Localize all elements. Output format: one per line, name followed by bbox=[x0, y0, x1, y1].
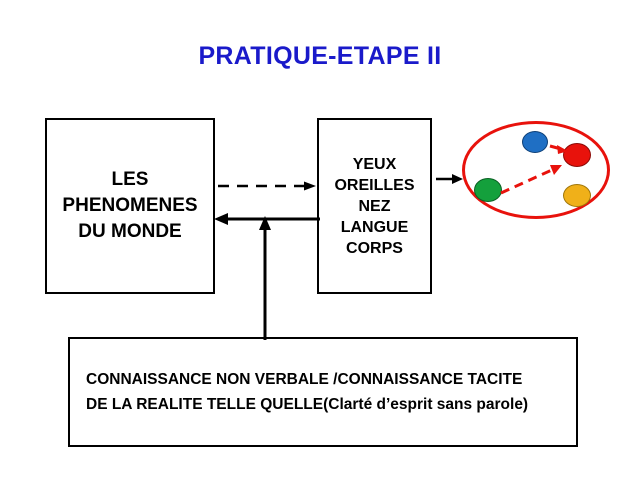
senses-to-mind-arrow-icon bbox=[436, 172, 464, 186]
phenomena-line-3: DU MONDE bbox=[78, 221, 182, 242]
phenomena-line-2: PHENOMENES bbox=[62, 195, 198, 216]
senses-line-4: LANGUE bbox=[340, 218, 409, 236]
caption-line-2: DE LA REALITE TELLE QUELLE(Clarté d’esprit sans parole) bbox=[86, 396, 529, 413]
page-title: PRATIQUE-ETAPE II bbox=[198, 42, 442, 70]
dashed-arrow-icon bbox=[218, 180, 318, 192]
senses-line-2: OREILLES bbox=[334, 176, 415, 194]
phenomena-line-1: LES bbox=[111, 169, 149, 190]
senses-line-5: CORPS bbox=[346, 239, 403, 257]
senses-line-1: YEUX bbox=[352, 155, 397, 173]
mind-internal-arrows-icon bbox=[462, 121, 610, 219]
caption-box bbox=[68, 337, 578, 447]
caption-line-1: CONNAISSANCE NON VERBALE /CONNAISSANCE TACITE bbox=[86, 371, 523, 388]
up-arrow-icon bbox=[255, 216, 275, 340]
phenomena-box bbox=[45, 118, 215, 294]
senses-line-3: NEZ bbox=[358, 197, 391, 215]
senses-box bbox=[317, 118, 432, 294]
